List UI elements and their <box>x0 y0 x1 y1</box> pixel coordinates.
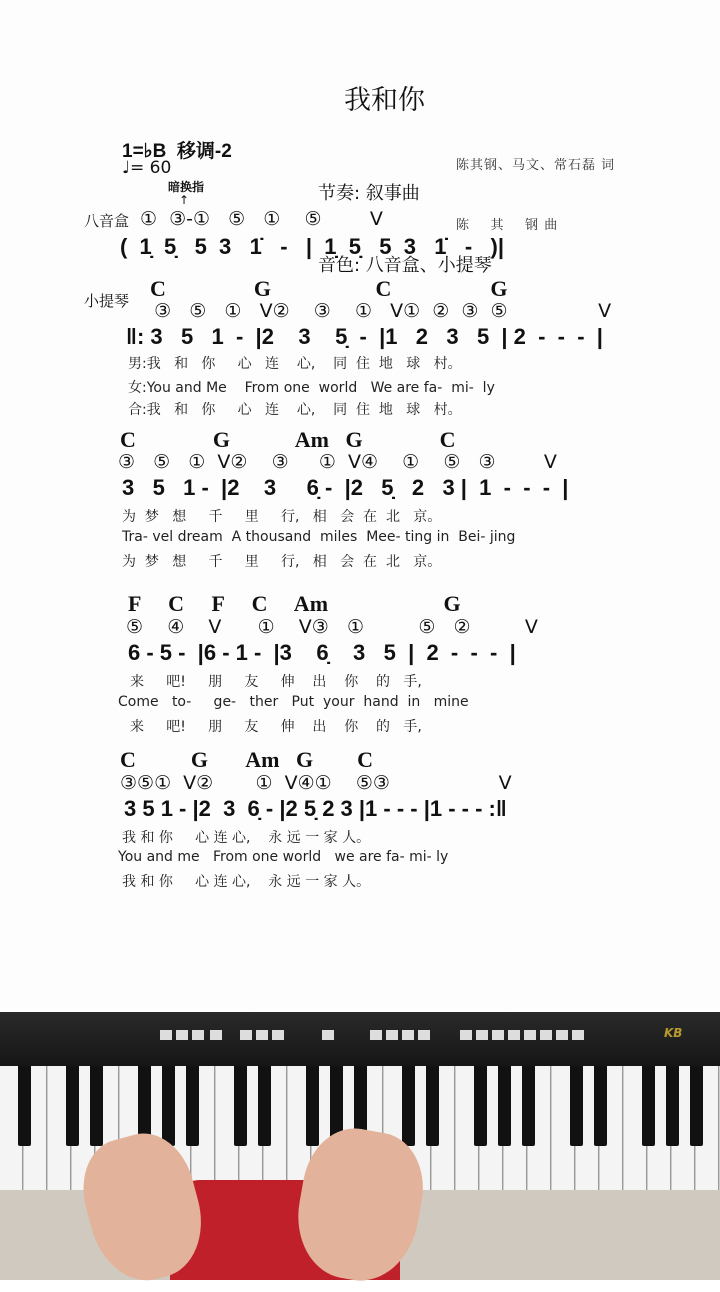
panel-button[interactable] <box>492 1030 504 1040</box>
fingering-line: ③ ⑤ ① V② ③ ① V④ ① ⑤ ③ V <box>118 451 557 473</box>
fingering-line: ⑤ ④ V ① V③ ① ⑤ ② V <box>126 616 538 638</box>
lyrics-line: 我 和 你 心 连 心, 永 远 一 家 人。 <box>122 874 371 890</box>
lyrics-line: 女:You and Me From one world We are fa- mi- ly <box>128 380 495 396</box>
black-key[interactable] <box>402 1066 415 1146</box>
lyrics-line: You and me From one world we are fa- mi- ly <box>118 849 449 865</box>
black-key[interactable] <box>306 1066 319 1146</box>
tempo: ♩= 60 <box>122 158 172 178</box>
key-signature: 1=♭B 移调-2 <box>122 141 232 162</box>
black-key[interactable] <box>666 1066 679 1146</box>
panel-button[interactable] <box>572 1030 584 1040</box>
panel-button[interactable] <box>256 1030 268 1040</box>
lyrics-line: 合:我 和 你 心 连 心, 同 住 地 球 村。 <box>128 402 462 418</box>
chords-line: C G Am G C <box>120 427 456 452</box>
panel-button[interactable] <box>508 1030 520 1040</box>
panel-button[interactable] <box>524 1030 536 1040</box>
lyrics-line: 来 吧! 朋 友 伸 出 你 的 手, <box>130 674 422 690</box>
keyboard-control-panel <box>0 1012 720 1068</box>
black-key[interactable] <box>642 1066 655 1146</box>
black-key[interactable] <box>162 1066 175 1146</box>
panel-button[interactable] <box>476 1030 488 1040</box>
black-key[interactable] <box>90 1066 103 1146</box>
lyrics-line: 为 梦 想 千 里 行, 相 会 在 北 京。 <box>122 554 442 570</box>
panel-button[interactable] <box>460 1030 472 1040</box>
composer: 陈 其 钢 曲 <box>456 218 559 233</box>
lyrics-line: Tra- vel dream A thousand miles Mee- ting in Bei- jing <box>122 529 516 545</box>
panel-button[interactable] <box>418 1030 430 1040</box>
lyricist: 陈其钢、马文、常石磊 词 <box>456 158 616 173</box>
timbre: 音色: 八音盒、小提琴 <box>318 255 492 276</box>
black-key[interactable] <box>18 1066 31 1146</box>
panel-button[interactable] <box>160 1030 172 1040</box>
lyrics-line: Come to- ge- ther Put your hand in mine <box>118 694 469 710</box>
panel-button[interactable] <box>386 1030 398 1040</box>
keyboard-brand: KB <box>664 1026 683 1040</box>
notes-line: 3 5 1 - |2 3 6̣ - |2 5̣ 2 3 | 1 - - - | <box>122 475 569 500</box>
panel-button[interactable] <box>322 1030 334 1040</box>
chords-line: C G Am G C <box>120 747 373 772</box>
lyrics-line: 来 吧! 朋 友 伸 出 你 的 手, <box>130 719 422 735</box>
fingering-line: ③⑤① V② ① V④① ⑤③ V <box>120 772 512 794</box>
instrument-label: 小提琴 <box>84 292 130 310</box>
notes-line: ( 1̣ 5̣ 5 3 1̇ - | 1̣ 5̣ 5 3 1̇ - )| <box>120 234 505 259</box>
panel-button[interactable] <box>402 1030 414 1040</box>
song-title: 我和你 <box>344 85 425 116</box>
fingering-line: ① ③-① ⑤ ① ⑤ V <box>140 208 383 230</box>
black-key[interactable] <box>186 1066 199 1146</box>
panel-button[interactable] <box>272 1030 284 1040</box>
black-key[interactable] <box>522 1066 535 1146</box>
rhythm: 节奏: 叙事曲 <box>318 183 420 204</box>
finger-hint: 暗换指 <box>168 180 205 194</box>
black-key[interactable] <box>474 1066 487 1146</box>
arrow-up-icon: ↑ <box>179 193 190 207</box>
notes-line: 3 5 1 - |2 3 6̣ - |2 5̣ 2 3 |1 - - - |1 - - - :‖ <box>124 796 507 821</box>
chords-line: C G C G <box>150 276 508 301</box>
fingering-line: ③ ⑤ ① V② ③ ① V① ② ③ ⑤ V <box>136 300 612 322</box>
panel-button[interactable] <box>176 1030 188 1040</box>
black-key[interactable] <box>594 1066 607 1146</box>
black-key[interactable] <box>234 1066 247 1146</box>
black-key[interactable] <box>258 1066 271 1146</box>
black-key[interactable] <box>66 1066 79 1146</box>
black-key[interactable] <box>426 1066 439 1146</box>
lyrics-line: 为 梦 想 千 里 行, 相 会 在 北 京。 <box>122 509 442 525</box>
panel-button[interactable] <box>210 1030 222 1040</box>
notes-line: ‖: 3 5 1 - |2 3 5̣ - |1 2 3 5 | 2 - - - | <box>126 324 603 349</box>
lyrics-line: 男:我 和 你 心 连 心, 同 住 地 球 村。 <box>128 356 462 372</box>
panel-button[interactable] <box>540 1030 552 1040</box>
panel-button[interactable] <box>240 1030 252 1040</box>
notes-line: 6 - 5 - |6 - 1 - |3 6̣ 3 5 | 2 - - - | <box>128 640 516 665</box>
black-key[interactable] <box>570 1066 583 1146</box>
chords-line: F C F C Am G <box>128 591 461 616</box>
panel-button[interactable] <box>192 1030 204 1040</box>
black-key[interactable] <box>498 1066 511 1146</box>
lyrics-line: 我 和 你 心 连 心, 永 远 一 家 人。 <box>122 830 371 846</box>
panel-button[interactable] <box>556 1030 568 1040</box>
black-key[interactable] <box>690 1066 703 1146</box>
panel-button[interactable] <box>370 1030 382 1040</box>
instrument-label: 八音盒 <box>84 212 130 230</box>
